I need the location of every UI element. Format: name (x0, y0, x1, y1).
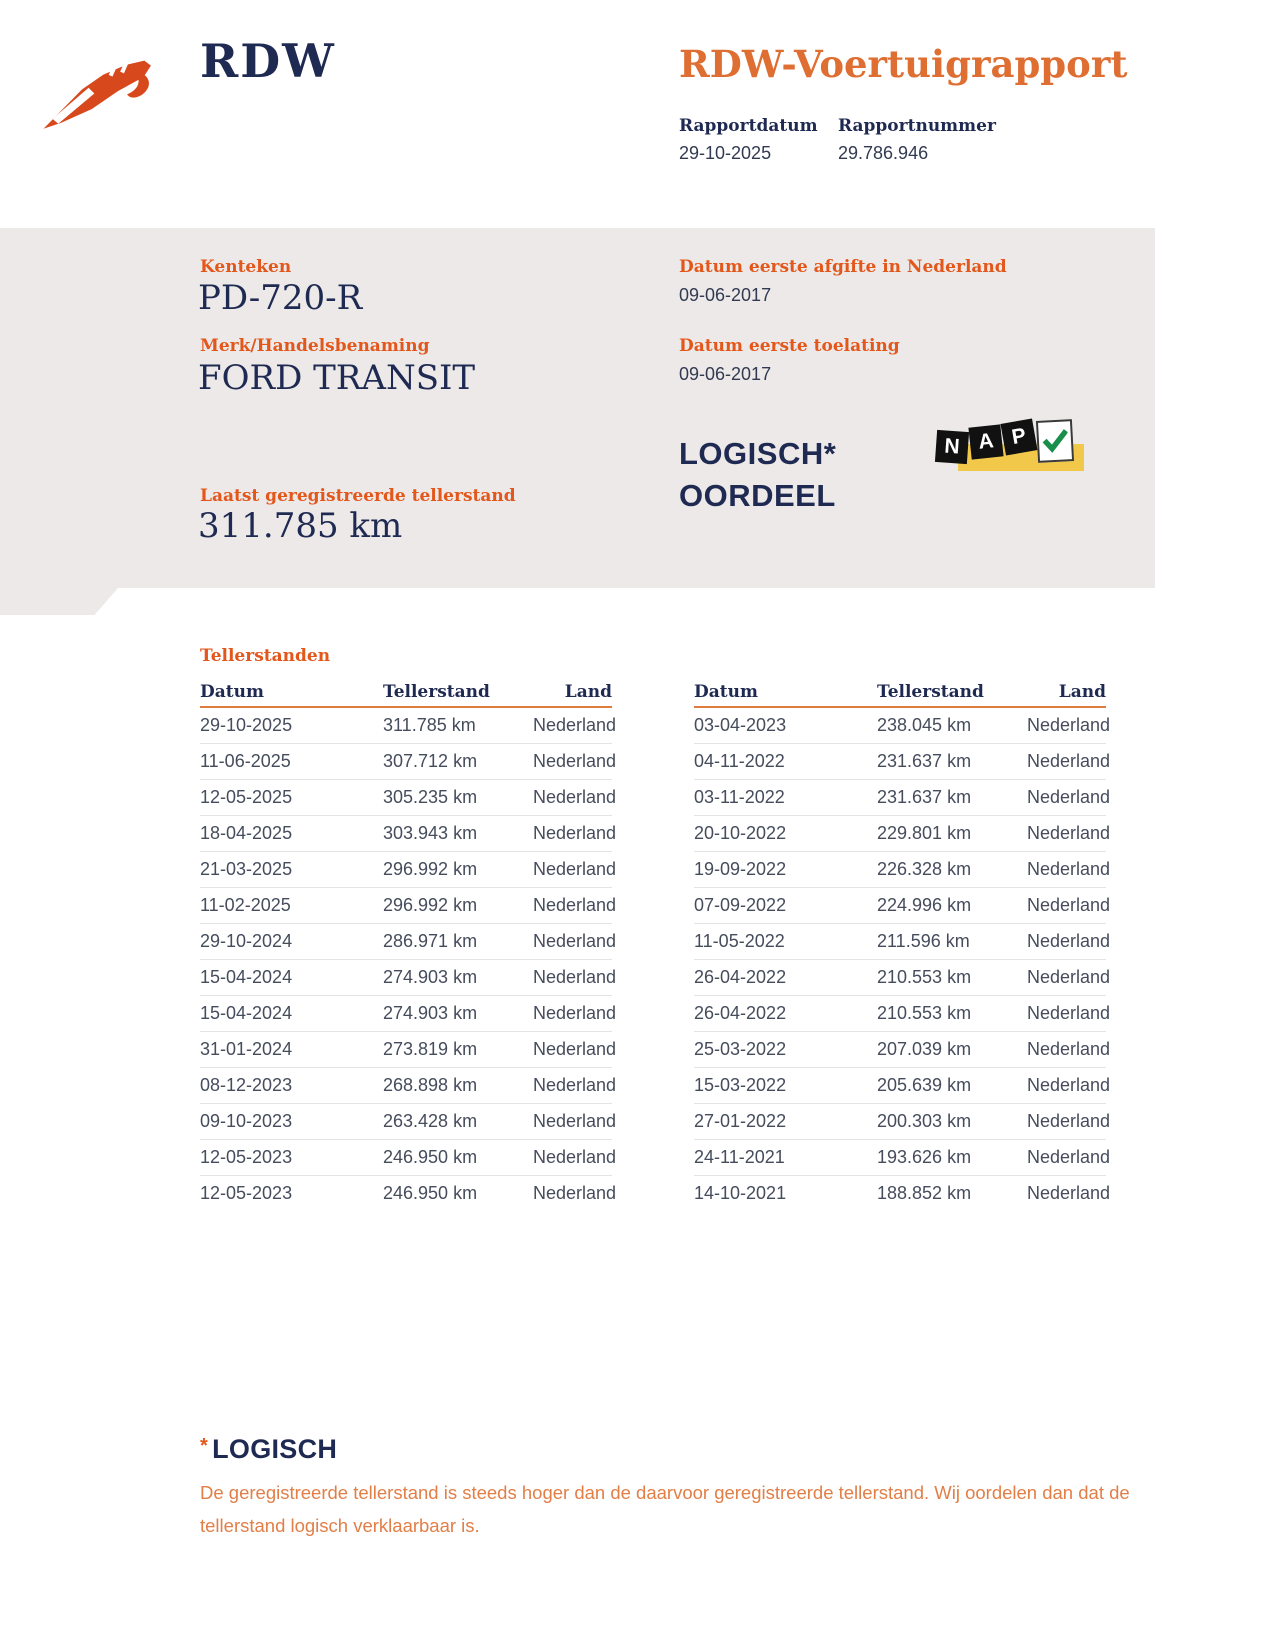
table-cell: 188.852 km (877, 1183, 972, 1203)
table-cell: 15-04-2024 (200, 967, 293, 987)
report-number-label: Rapportnummer (838, 116, 996, 136)
table-cell: Nederland (1027, 1183, 1111, 1203)
table-cell: Nederland (1027, 1003, 1111, 1023)
table-cell: 296.992 km (383, 895, 478, 915)
table-cell: 25-03-2022 (694, 1039, 787, 1059)
table-row (694, 743, 1111, 779)
table-cell: Nederland (533, 823, 617, 843)
table-cell: Nederland (1027, 1039, 1111, 1059)
tellerstanden-table-right (694, 674, 1111, 1211)
table-cell: 200.303 km (877, 1111, 972, 1131)
table-cell: Nederland (533, 1147, 617, 1167)
column-header-land: Land (1058, 682, 1106, 702)
table-cell: Nederland (533, 895, 617, 915)
table-cell: 12-05-2023 (200, 1147, 293, 1167)
nap-checkmark-icon (1036, 419, 1074, 463)
table-cell: 305.235 km (383, 787, 478, 807)
table-cell: 311.785 km (383, 715, 476, 735)
rdw-wing-logo-icon (26, 50, 184, 132)
table-cell: Nederland (1027, 751, 1111, 771)
table-row (694, 851, 1111, 887)
table-cell: 296.992 km (383, 859, 478, 879)
tellerstand-label: Laatst geregistreerde tellerstand (200, 486, 516, 506)
summary-panel-tail (0, 588, 118, 615)
table-row (200, 1031, 617, 1067)
footnote-asterisk: * (200, 1435, 209, 1457)
table-cell: Nederland (533, 931, 617, 951)
table-cell: 263.428 km (383, 1111, 478, 1131)
table-cell: 210.553 km (877, 1003, 972, 1023)
kenteken-label: Kenteken (200, 257, 292, 277)
report-date-value: 29-10-2025 (679, 143, 772, 163)
column-header-tellerstand: Tellerstand (383, 682, 490, 702)
table-cell: 15-03-2022 (694, 1075, 787, 1095)
table-cell: 246.950 km (383, 1147, 478, 1167)
column-header-datum: Datum (694, 682, 758, 702)
table-cell: 21-03-2025 (200, 859, 293, 879)
report-number-value: 29.786.946 (838, 143, 929, 163)
table-cell: 286.971 km (383, 931, 478, 951)
table-cell: Nederland (1027, 1147, 1111, 1167)
table-cell: 303.943 km (383, 823, 478, 843)
table-cell: 307.712 km (383, 751, 478, 771)
table-cell: 211.596 km (877, 931, 970, 951)
table-cell: Nederland (1027, 823, 1111, 843)
nap-letter-p: P (1000, 418, 1037, 455)
table-cell: 274.903 km (383, 1003, 478, 1023)
table-cell: 08-12-2023 (200, 1075, 293, 1095)
table-cell: Nederland (1027, 967, 1111, 987)
table-cell: 229.801 km (877, 823, 972, 843)
page-title: RDW-Voertuigrapport (679, 42, 1128, 86)
table-cell: 03-11-2022 (694, 787, 785, 807)
footnote-heading-text: LOGISCH (212, 1434, 338, 1464)
table-cell: 29-10-2024 (200, 931, 293, 951)
merk-value: FORD TRANSIT (198, 358, 476, 398)
table-cell: Nederland (1027, 1111, 1111, 1131)
table-row (200, 851, 617, 887)
footnote-text: De geregistreerde tellerstand is steeds hoger dan de daarvoor geregistreerde tellerstand. Wij oordelen dan dat de tellerstand logisch verklaarbaar is. (200, 1482, 1130, 1536)
table-cell: Nederland (1027, 1075, 1111, 1095)
table-header-row (200, 674, 612, 708)
table-cell: Nederland (1027, 715, 1111, 735)
table-row (694, 1175, 1111, 1211)
table-row (200, 923, 617, 959)
table-cell: 24-11-2021 (694, 1147, 785, 1167)
table-row (200, 815, 617, 851)
table-cell: 29-10-2025 (200, 715, 293, 735)
table-cell: 224.996 km (877, 895, 972, 915)
table-cell: 31-01-2024 (200, 1039, 293, 1059)
column-header-datum: Datum (200, 682, 264, 702)
table-cell: 14-10-2021 (694, 1183, 787, 1203)
table-cell: Nederland (533, 1183, 617, 1203)
tellerstanden-heading: Tellerstanden (200, 646, 331, 666)
oordeel-label: OORDEEL (679, 478, 836, 513)
tellerstand-value: 311.785 km (198, 506, 403, 546)
table-cell: 207.039 km (877, 1039, 972, 1059)
table-cell: 26-04-2022 (694, 1003, 787, 1023)
table-cell: 205.639 km (877, 1075, 972, 1095)
summary-panel (0, 228, 1155, 588)
table-cell: Nederland (533, 787, 617, 807)
table-row (200, 708, 617, 743)
nap-letter-a: A (968, 424, 1003, 459)
table-cell: Nederland (1027, 787, 1111, 807)
table-cell: 210.553 km (877, 967, 972, 987)
table-cell: Nederland (533, 859, 617, 879)
table-row (694, 815, 1111, 851)
table-cell: 11-05-2022 (694, 931, 785, 951)
table-row (200, 995, 617, 1031)
table-cell: 20-10-2022 (694, 823, 787, 843)
table-cell: 19-09-2022 (694, 859, 787, 879)
nap-logo (930, 420, 1095, 476)
table-row (694, 995, 1111, 1031)
table-row (694, 708, 1111, 743)
afgifte-label: Datum eerste afgifte in Nederland (679, 257, 1007, 277)
column-header-land: Land (564, 682, 612, 702)
table-row (200, 1103, 617, 1139)
table-cell: 231.637 km (877, 751, 972, 771)
table-cell: 27-01-2022 (694, 1111, 787, 1131)
table-row (694, 1103, 1111, 1139)
table-row (694, 959, 1111, 995)
table-cell: 273.819 km (383, 1039, 478, 1059)
table-row (694, 1139, 1111, 1175)
table-cell: 09-10-2023 (200, 1111, 293, 1131)
table-cell: 18-04-2025 (200, 823, 293, 843)
table-cell: 193.626 km (877, 1147, 972, 1167)
table-cell: 12-05-2025 (200, 787, 293, 807)
table-cell: Nederland (533, 715, 617, 735)
table-header-row (694, 674, 1106, 708)
table-cell: Nederland (533, 1003, 617, 1023)
table-cell: Nederland (533, 967, 617, 987)
table-cell: 11-06-2025 (200, 751, 291, 771)
table-cell: Nederland (1027, 895, 1111, 915)
table-row (200, 743, 617, 779)
table-cell: 15-04-2024 (200, 1003, 293, 1023)
table-cell: Nederland (533, 751, 617, 771)
table-row (200, 779, 617, 815)
table-cell: Nederland (1027, 859, 1111, 879)
oordeel-value: LOGISCH* (679, 436, 837, 471)
table-cell: 268.898 km (383, 1075, 478, 1095)
table-row (694, 887, 1111, 923)
table-row (200, 1175, 617, 1211)
kenteken-value: PD-720-R (198, 278, 363, 318)
table-row (200, 959, 617, 995)
table-cell: 231.637 km (877, 787, 972, 807)
table-row (200, 887, 617, 923)
afgifte-value: 09-06-2017 (679, 285, 772, 305)
table-row (694, 1031, 1111, 1067)
table-cell: 238.045 km (877, 715, 972, 735)
table-cell: Nederland (533, 1111, 617, 1131)
nap-letter-n: N (935, 430, 969, 464)
merk-label: Merk/Handelsbenaming (200, 336, 430, 356)
table-row (694, 1067, 1111, 1103)
footnote-heading (200, 1434, 337, 1465)
toelating-label: Datum eerste toelating (679, 336, 900, 356)
rdw-wordmark: RDW (200, 34, 336, 88)
table-cell: 07-09-2022 (694, 895, 787, 915)
table-cell: 274.903 km (383, 967, 478, 987)
table-cell: 11-02-2025 (200, 895, 291, 915)
table-cell: 04-11-2022 (694, 751, 785, 771)
table-row (694, 779, 1111, 815)
table-row (694, 923, 1111, 959)
table-cell: 226.328 km (877, 859, 972, 879)
report-date-label: Rapportdatum (679, 116, 818, 136)
table-cell: 03-04-2023 (694, 715, 787, 735)
toelating-value: 09-06-2017 (679, 364, 772, 384)
table-cell: 246.950 km (383, 1183, 478, 1203)
tellerstanden-table-left (200, 674, 617, 1211)
table-row (200, 1067, 617, 1103)
table-row (200, 1139, 617, 1175)
table-cell: Nederland (533, 1039, 617, 1059)
table-cell: 12-05-2023 (200, 1183, 293, 1203)
table-cell: 26-04-2022 (694, 967, 787, 987)
table-cell: Nederland (1027, 931, 1111, 951)
column-header-tellerstand: Tellerstand (877, 682, 984, 702)
table-cell: Nederland (533, 1075, 617, 1095)
